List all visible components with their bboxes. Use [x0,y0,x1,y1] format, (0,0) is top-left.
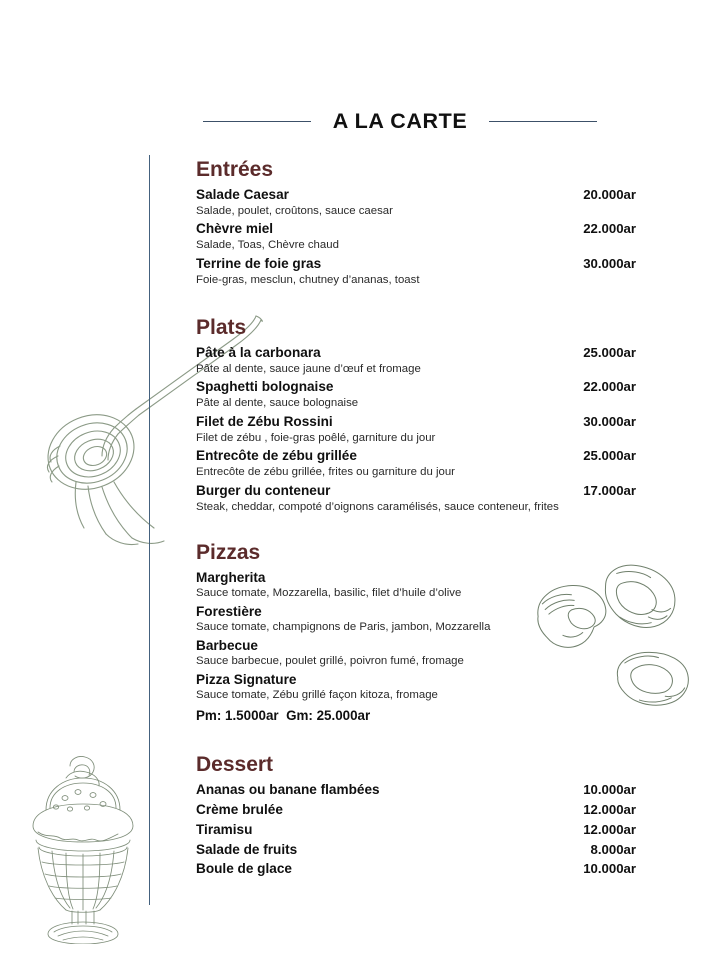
menu-sections [196,158,636,879]
menu-item [196,186,636,219]
title-rule-right [489,121,597,122]
ice-cream-sundae-illustration [8,752,158,944]
menu-section-pizzas [196,541,636,723]
menu-item-price: 25.000ar [583,448,636,464]
menu-item-row [196,840,636,860]
menu-item-name: Margherita [196,569,266,585]
section-heading: Dessert [196,752,274,776]
menu-item-row [196,378,636,396]
menu-item-price: 30.000ar [583,413,636,429]
menu-item-name: Burger du conteneur [196,482,331,498]
pizza-size-prices: Pm: 1.5000ar Gm: 25.000ar [196,707,371,723]
menu-item-price: 8.000ar [590,841,636,857]
menu-item [196,378,636,411]
menu-item [196,482,636,515]
menu-item-description: Pâte al dente, sauce jaune d’œuf et fromage [196,362,421,375]
menu-item-row [196,186,636,204]
menu-item-row [196,255,636,273]
menu-item [196,637,636,670]
menu-item-price: 12.000ar [583,821,636,837]
menu-item-name: Entrecôte de zébu grillée [196,448,357,464]
menu-item-name: Chèvre miel [196,221,274,237]
menu-item-price: 10.000ar [583,782,636,798]
menu-item-description: Sauce tomate, champignons de Paris, jambon, Mozzarella [196,621,491,634]
menu-item-description: Sauce tomate, Zébu grillé façon kitoza, fromage [196,689,438,701]
title-rule-left [203,121,311,122]
menu-item [196,603,636,636]
menu-item-description: Sauce barbecue, poulet grillé, poivron fumé, fromage [196,655,464,668]
menu-item-name: Boule de glace [196,861,292,877]
menu-item-row [196,637,636,654]
menu-item-row [196,482,636,500]
menu-item-name: Forestière [196,603,262,619]
menu-item-row [196,569,636,586]
vertical-divider [149,155,150,905]
menu-item [196,820,636,840]
menu-item-description: Sauce tomate, Mozzarella, basilic, filet d’huile d’olive [196,587,462,600]
menu-item-row [196,413,636,431]
menu-item-price: 17.000ar [583,482,636,498]
menu-item-description: Entrecôte de zébu grillée, frites ou garniture du jour [196,466,455,479]
menu-item [196,671,636,704]
menu-item-row [196,820,636,840]
menu-item-description: Salade, Toas, Chèvre chaud [196,239,339,252]
menu-section-dessert [196,753,636,880]
menu-item-price: 22.000ar [583,379,636,395]
menu-item-name: Barbecue [196,637,258,653]
menu-item-name: Tiramisu [196,821,253,837]
menu-item [196,840,636,860]
menu-item [196,780,636,800]
menu-item-name: Ananas ou banane flambées [196,782,380,798]
menu-item [196,447,636,480]
section-heading: Plats [196,316,247,340]
menu-item [196,255,636,288]
menu-item-description: Salade, poulet, croûtons, sauce caesar [196,204,393,217]
menu-item-description: Foie-gras, mesclun, chutney d’ananas, toast [196,273,420,286]
menu-item-price: 10.000ar [583,861,636,877]
menu-item [196,800,636,820]
menu-item-name: Filet de Zébu Rossini [196,413,333,429]
menu-item-row [196,447,636,465]
menu-item-price: 25.000ar [583,345,636,361]
menu-item-row [196,603,636,620]
menu-item [196,220,636,253]
menu-item-price: 30.000ar [583,255,636,271]
menu-item [196,344,636,377]
menu-item-description: Pâte al dente, sauce bolognaise [196,397,359,410]
menu-item [196,569,636,602]
menu-section-entrees [196,158,636,288]
menu-item-row [196,859,636,879]
menu-item-price: 20.000ar [583,186,636,202]
menu-item-price: 12.000ar [583,802,636,818]
menu-item-row [196,220,636,238]
menu-item-description: Steak, cheddar, compoté d’oignons caramélisés, sauce conteneur, frites [196,500,559,513]
menu-item-description: Filet de zébu , foie-gras poêlé, garniture du jour [196,431,436,444]
menu-item-row [196,671,636,688]
menu-item-name: Spaghetti bolognaise [196,379,334,395]
menu-item-row [196,344,636,362]
menu-item-name: Salade de fruits [196,841,298,857]
menu-title-row [150,104,650,138]
menu-item-row [196,800,636,820]
menu-item-name: Crème brulée [196,802,283,818]
menu-item-name: Salade Caesar [196,186,289,202]
menu-item-row [196,780,636,800]
menu-item [196,859,636,879]
menu-item-name: Terrine de foie gras [196,255,322,271]
section-heading: Pizzas [196,541,261,564]
menu-item-name: Pâte à la carbonara [196,345,321,361]
section-heading: Entrées [196,158,274,181]
page-title: A LA CARTE [332,108,468,133]
menu-item-price: 22.000ar [583,221,636,237]
menu-section-plats [196,316,636,515]
menu-item [196,413,636,446]
menu-item-name: Pizza Signature [196,671,297,687]
